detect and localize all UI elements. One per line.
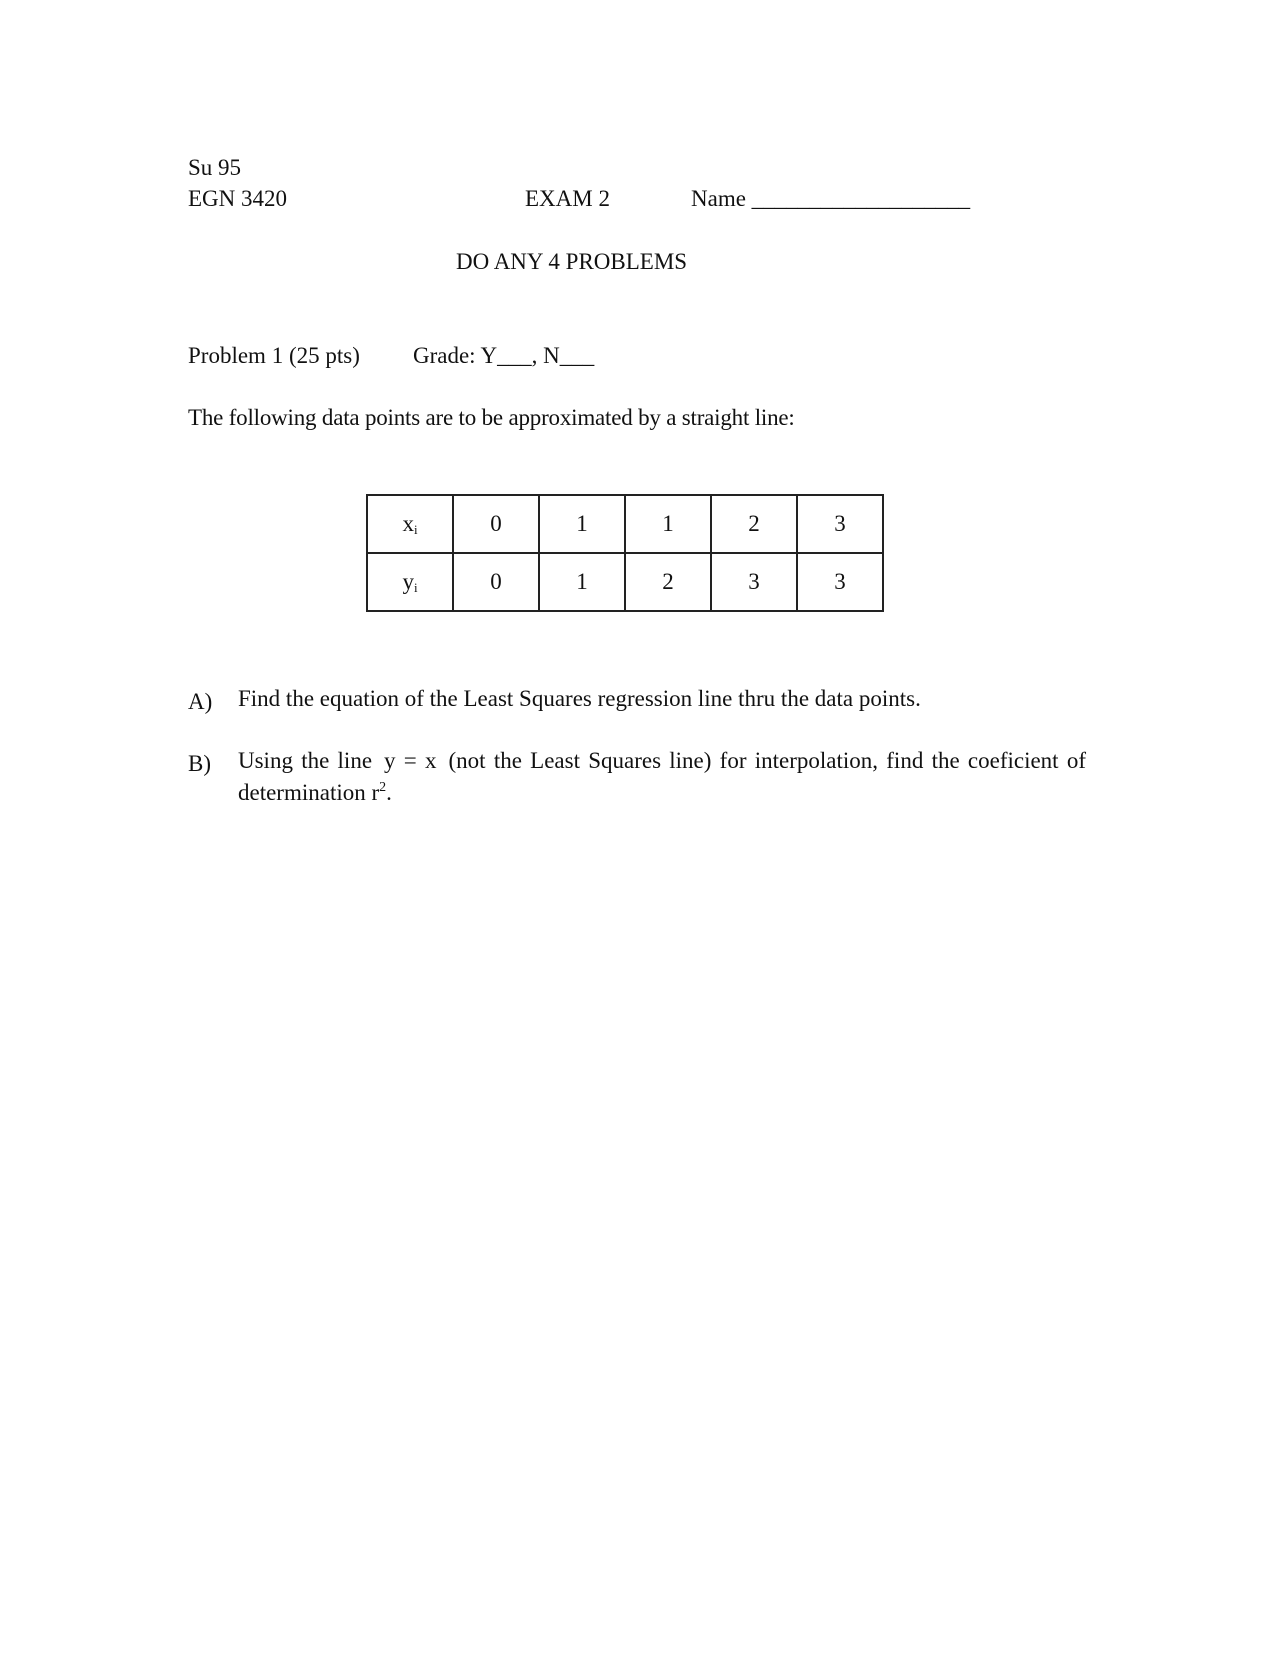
- table-cell: 2: [711, 495, 797, 553]
- question-b-equation: y = x: [384, 748, 437, 773]
- row-label-x: $x_i$: [367, 495, 453, 553]
- course-code: EGN 3420: [188, 186, 288, 211]
- table-row-y: [367, 553, 883, 611]
- question-b-line2: determination $r^2$.: [238, 780, 392, 805]
- data-points-table: [366, 494, 884, 612]
- table-cell: 3: [711, 553, 797, 611]
- table-cell: 1: [539, 553, 625, 611]
- table-cell: 3: [797, 495, 883, 553]
- problem-intro: The following data points are to be approximated by a straight line:: [188, 405, 795, 430]
- exam-title: EXAM 2: [525, 186, 610, 211]
- name-field-label: Name ___________________: [691, 186, 971, 211]
- row-label-y: $y_i$: [367, 553, 453, 611]
- exam-instructions: DO ANY 4 PROBLEMS: [456, 249, 688, 274]
- question-b-line1: Using the line y = x (not the Least Squares line) for interpolation, find the coeficient of: [238, 748, 1086, 773]
- table-cell: 0: [453, 495, 539, 553]
- problem-title: Problem 1 (25 pts): [188, 343, 360, 368]
- table-cell: 3: [797, 553, 883, 611]
- table-cell: 0: [453, 553, 539, 611]
- question-b-label: B): [188, 751, 211, 776]
- table-cell: 1: [539, 495, 625, 553]
- table-cell: 1: [625, 495, 711, 553]
- table-row-x: [367, 495, 883, 553]
- question-a-label: A): [188, 689, 213, 714]
- question-b-text: [238, 745, 1086, 809]
- exam-term: Su 95: [188, 155, 242, 180]
- question-a-text: Find the equation of the Least Squares regression line thru the data points.: [238, 686, 921, 711]
- grade-field: Grade: Y___, N___: [413, 343, 595, 368]
- table-cell: 2: [625, 553, 711, 611]
